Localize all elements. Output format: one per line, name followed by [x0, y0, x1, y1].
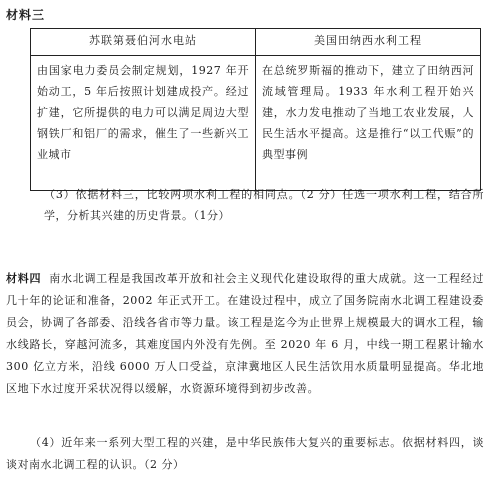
material4-title: 材料四 — [6, 272, 42, 285]
material3-title: 材料三 — [6, 8, 46, 22]
question-3: （3）依据材料三，比较两项水利工程的相同点。（2 分）任选一项水利工程，结合所学，分析其兴建的历史背景。（1分） — [44, 188, 484, 222]
table-header-tennessee: 美国田纳西水利工程 — [256, 29, 481, 56]
comparison-table — [30, 28, 481, 191]
table-cell-tennessee: 在总统罗斯福的推动下，建立了田纳西河流域管理局。1933 年水利工程开始兴建，水力发电推动了当地工农业发展，人民生活水平提高。这是推行“以工代赈”的典型事例 — [256, 56, 481, 191]
question-4: （4）近年来一系列大型工程的兴建，是中华民族伟大复兴的重要标志。依据材料四，谈谈对南水北调工程的认识。（2 分） — [6, 436, 484, 471]
material4-text: 南水北调工程是我国改革开放和社会主义现代化建设取得的重大成就。这一工程经过几十年的论证和准备，2002 年正式开工。在建设过程中，成立了国务院南水北调工程建设委员会，协调了各部委、沿线各省市等力量。该工程是迄今为止世界上规模最大的调水工程，输水线路长，穿越河流多，其难度国内外没有先例。至 2020 年 6 月，中线一期工程累计输水 300 亿立方米，沿线 6000 万人口受益，京津冀地区人民生活饮用水质量明显提高。华北地区地下水过度开采状况得以缓解，水资源环境得到初步改善。 — [6, 272, 484, 395]
table-header-dnieper: 苏联第聂伯河水电站 — [31, 29, 256, 56]
table-cell-dnieper: 由国家电力委员会制定规划，1927 年开始动工，5 年后按照计划建成投产。经过扩建，它所提供的电力可以满足周边大型钢铁厂和铝厂的需求，催生了一些新兴工业城市 — [31, 56, 256, 191]
table-row — [31, 56, 481, 191]
material4-block — [6, 268, 484, 400]
table-header-row — [31, 29, 481, 56]
